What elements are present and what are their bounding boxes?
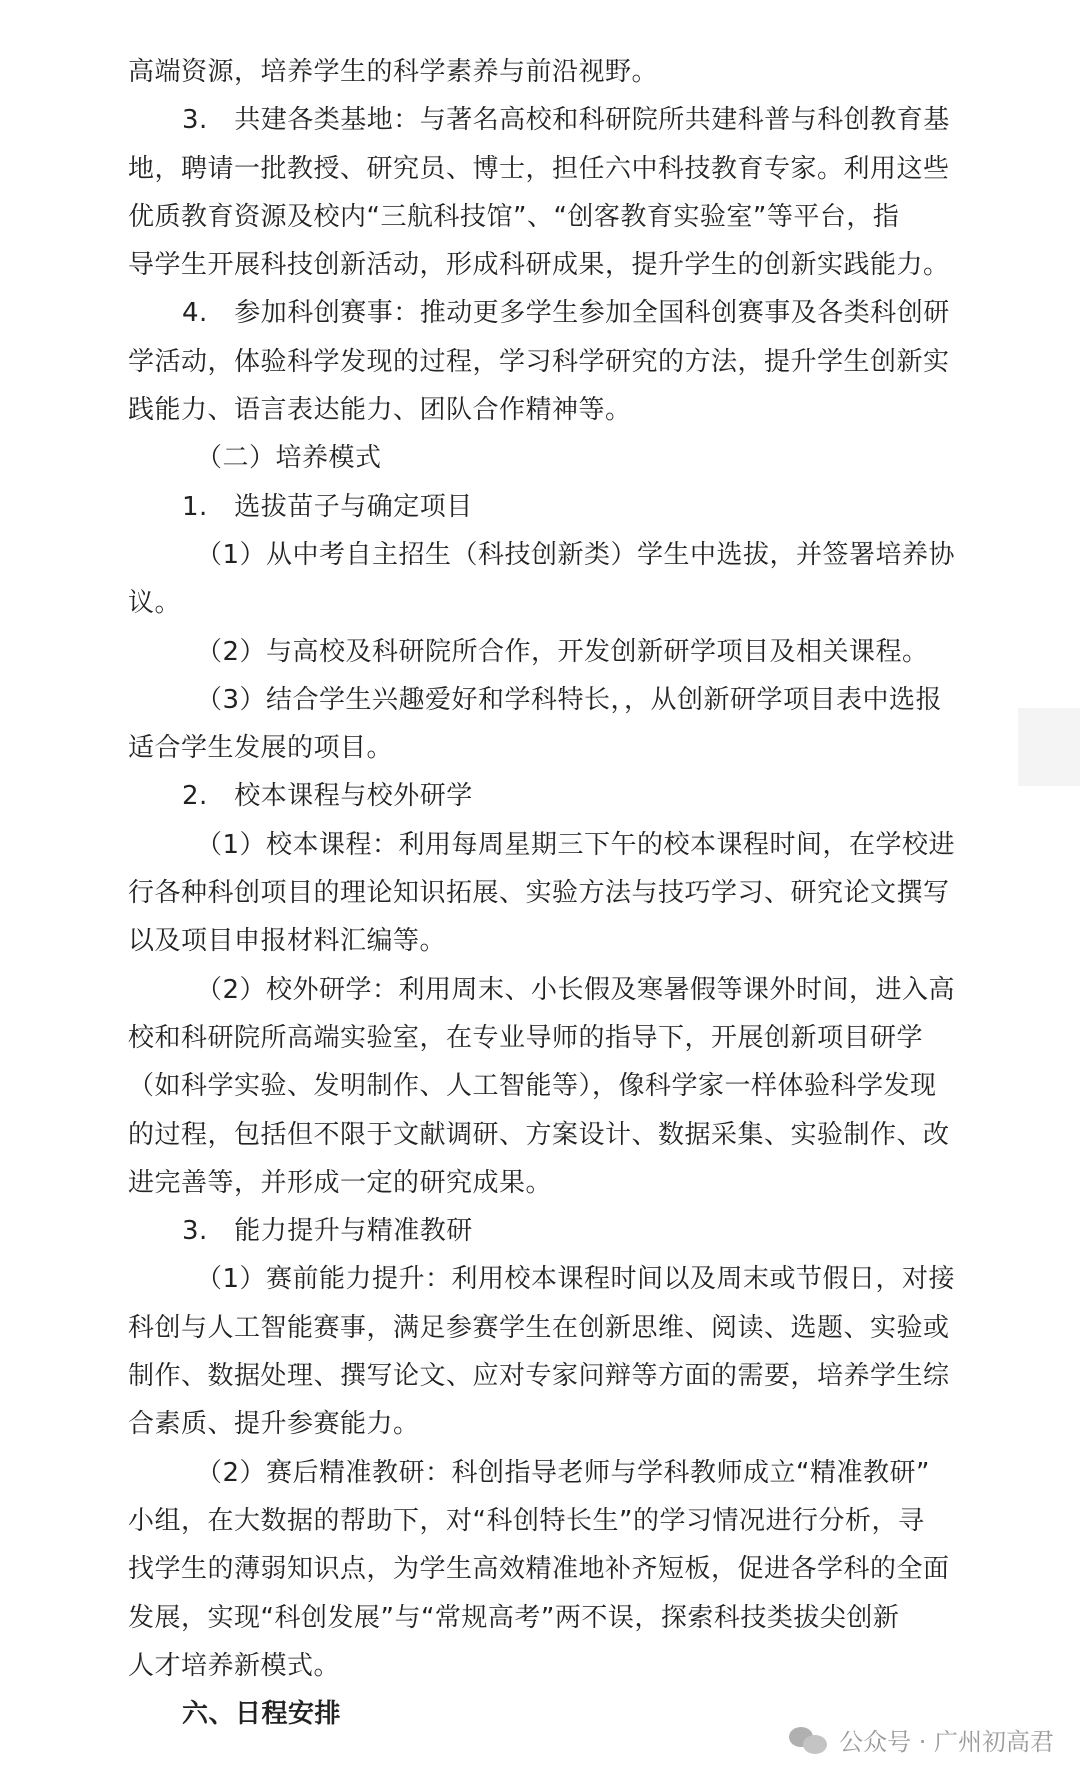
text-line: （1）赛前能力提升：利用校本课程时间以及周末或节假日，对接	[196, 1264, 956, 1295]
text-line: 的过程，包括但不限于文献调研、方案设计、数据采集、实验制作、改	[128, 1119, 950, 1150]
document-body	[128, 48, 968, 1738]
text-line: （2）校外研学：利用周末、小长假及寒暑假等课外时间，进入高	[196, 974, 956, 1005]
section-subheading: （二）培养模式	[196, 443, 382, 474]
watermark	[789, 1722, 1054, 1757]
text-line: 行各种科创项目的理论知识拓展、实验方法与技巧学习、研究论文撰写	[128, 878, 950, 909]
text-line: 发展，实现“科创发展”与“常规高考”两不误，探索科技类拔尖创新	[128, 1602, 900, 1633]
watermark-text: 公众号 · 广州初高君	[839, 1728, 1054, 1756]
text-line: （1）校本课程：利用每周星期三下午的校本课程时间，在学校进	[196, 829, 956, 860]
text-line: 校和科研院所高端实验室，在专业导师的指导下，开展创新项目研学	[128, 1022, 924, 1053]
section-heading: 六、日程安排	[182, 1699, 342, 1730]
text-line: （如科学实验、发明制作、人工智能等），像科学家一样体验科学发现	[128, 1071, 937, 1102]
text-line: 找学生的薄弱知识点，为学生高效精准地补齐短板，促进各学科的全面	[128, 1554, 950, 1585]
text-line: 进完善等，并形成一定的研究成果。	[128, 1167, 553, 1198]
text-line: （2）赛后精准教研：科创指导老师与学科教师成立“精准教研”	[196, 1457, 930, 1488]
item-heading: 3. 能力提升与精准教研	[182, 1216, 473, 1247]
edge-artifact	[1018, 708, 1080, 786]
text-line: 优质教育资源及校内“三航科技馆”、“创客教育实验室”等平台，指	[128, 201, 900, 232]
text-line: 人才培养新模式。	[128, 1650, 341, 1681]
wechat-icon	[789, 1725, 829, 1755]
text-line: 以及项目申报材料汇编等。	[128, 926, 447, 957]
text-line: 合素质、提升参赛能力。	[128, 1409, 420, 1440]
text-line: （1）从中考自主招生（科技创新类）学生中选拔，并签署培养协	[196, 539, 956, 570]
text-line: 践能力、语言表达能力、团队合作精神等。	[128, 395, 632, 426]
text-line: 适合学生发展的项目。	[128, 733, 394, 764]
text-line: 制作、数据处理、撰写论文、应对专家问辩等方面的需要，培养学生综	[128, 1361, 950, 1392]
text-line: （3）结合学生兴趣爱好和学科特长，，从创新研学项目表中选报	[196, 684, 943, 715]
text-line: 3. 共建各类基地：与著名高校和科研院所共建科普与科创教育基	[182, 105, 950, 136]
text-line: 高端资源，培养学生的科学素养与前沿视野。	[128, 57, 659, 87]
text-line: 4. 参加科创赛事：推动更多学生参加全国科创赛事及各类科创研	[182, 298, 950, 329]
text-line: 议。	[128, 588, 182, 619]
text-line: （2）与高校及科研院所合作，开发创新研学项目及相关课程。	[196, 636, 929, 667]
text-line: 小组，在大数据的帮助下，对“科创特长生”的学习情况进行分析，寻	[128, 1505, 925, 1536]
text-line: 导学生开展科技创新活动，形成科研成果，提升学生的创新实践能力。	[128, 250, 950, 281]
item-heading: 2. 校本课程与校外研学	[182, 781, 473, 812]
text-line: 地，聘请一批教授、研究员、博士，担任六中科技教育专家。利用这些	[128, 153, 950, 184]
text-line: 科创与人工智能赛事，满足参赛学生在创新思维、阅读、选题、实验或	[128, 1312, 950, 1343]
item-heading: 1. 选拔苗子与确定项目	[182, 491, 473, 522]
text-line: 学活动，体验科学发现的过程，学习科学研究的方法，提升学生创新实	[128, 346, 950, 377]
